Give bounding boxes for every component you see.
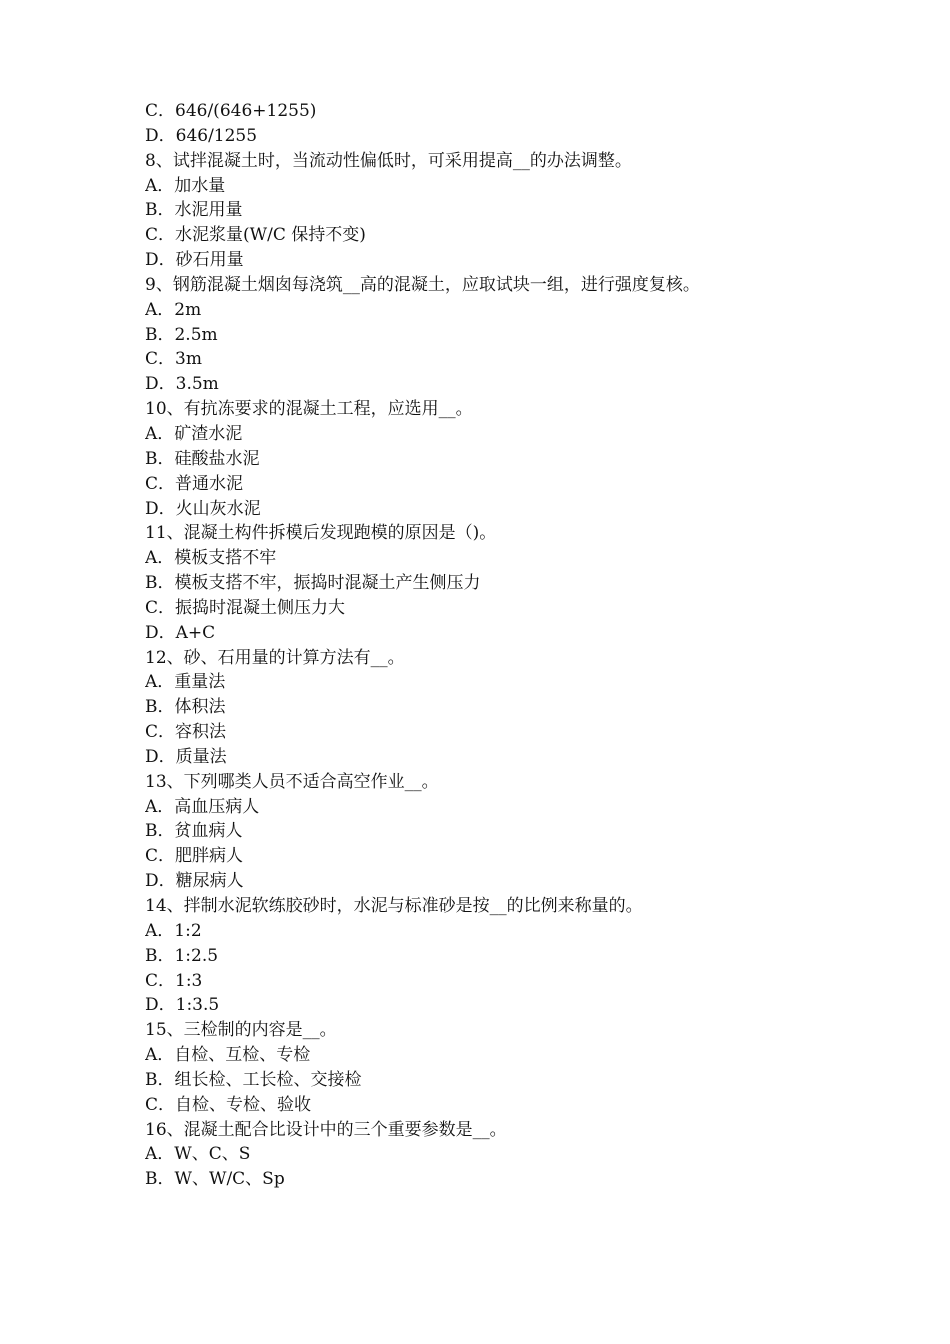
question-text: 12、砂、石用量的计算方法有__。 — [145, 647, 405, 668]
document-page — [145, 99, 905, 1192]
answer-option: C．普通水泥 — [145, 473, 244, 494]
answer-option: C．646/(646+1255) — [145, 101, 317, 121]
answer-option: A．矿渣水泥 — [145, 423, 243, 444]
answer-option: D．A+C — [145, 622, 216, 643]
answer-option: D．糖尿病人 — [145, 871, 244, 892]
question-text: 10、有抗冻要求的混凝土工程，应选用__。 — [145, 399, 473, 420]
answer-option: A．高血压病人 — [145, 796, 260, 817]
question-text: 14、拌制水泥软练胶砂时，水泥与标准砂是按__的比例来称量的。 — [145, 896, 643, 916]
answer-option: A．2m — [145, 299, 202, 320]
answer-option: C．3m — [145, 349, 202, 370]
answer-option: B．硅酸盐水泥 — [145, 448, 260, 469]
answer-option: B．贫血病人 — [145, 821, 243, 842]
answer-option: B．2.5m — [145, 324, 218, 345]
answer-option: A．重量法 — [145, 672, 226, 693]
answer-option: C．1:3 — [145, 970, 203, 991]
answer-option: C．水泥浆量(W/C 保持不变) — [145, 225, 366, 246]
answer-option: D．火山灰水泥 — [145, 498, 261, 519]
answer-option: A．加水量 — [145, 175, 226, 196]
question-text: 16、混凝土配合比设计中的三个重要参数是__。 — [145, 1119, 507, 1140]
answer-option: C．肥胖病人 — [145, 846, 244, 867]
answer-option: B．模板支搭不牢，振捣时混凝土产生侧压力 — [145, 573, 481, 594]
answer-option: D．646/1255 — [145, 125, 258, 146]
answer-option: A．自检、互检、专检 — [145, 1045, 311, 1066]
question-text: 8、试拌混凝土时，当流动性偏低时，可采用提高__的办法调整。 — [145, 150, 632, 171]
answer-option: C．容积法 — [145, 722, 227, 743]
answer-option: B．1:2.5 — [145, 945, 219, 966]
answer-option: D．质量法 — [145, 746, 227, 767]
question-text: 9、钢筋混凝土烟囱每浇筑__高的混凝土，应取试块一组，进行强度复核。 — [145, 274, 700, 295]
question-text: 15、三检制的内容是__。 — [145, 1020, 337, 1041]
answer-option: D．1:3.5 — [145, 995, 220, 1016]
answer-option: B．体积法 — [145, 697, 226, 718]
answer-option: C．振捣时混凝土侧压力大 — [145, 597, 346, 618]
answer-option: D．3.5m — [145, 374, 219, 395]
question-text: 13、下列哪类人员不适合高空作业__。 — [145, 771, 439, 792]
answer-option: D．砂石用量 — [145, 250, 244, 271]
answer-option: B．组长检、工长检、交接检 — [145, 1069, 362, 1090]
answer-option: C．自检、专检、验收 — [145, 1094, 312, 1115]
answer-option: B．水泥用量 — [145, 200, 243, 221]
answer-option: A．模板支搭不牢 — [145, 548, 277, 569]
answer-option: A．W、C、S — [145, 1144, 251, 1165]
answer-option: B．W、W/C、Sp — [145, 1169, 285, 1190]
answer-option: A．1:2 — [145, 920, 202, 941]
question-text: 11、混凝土构件拆模后发现跑模的原因是（)。 — [145, 523, 497, 544]
